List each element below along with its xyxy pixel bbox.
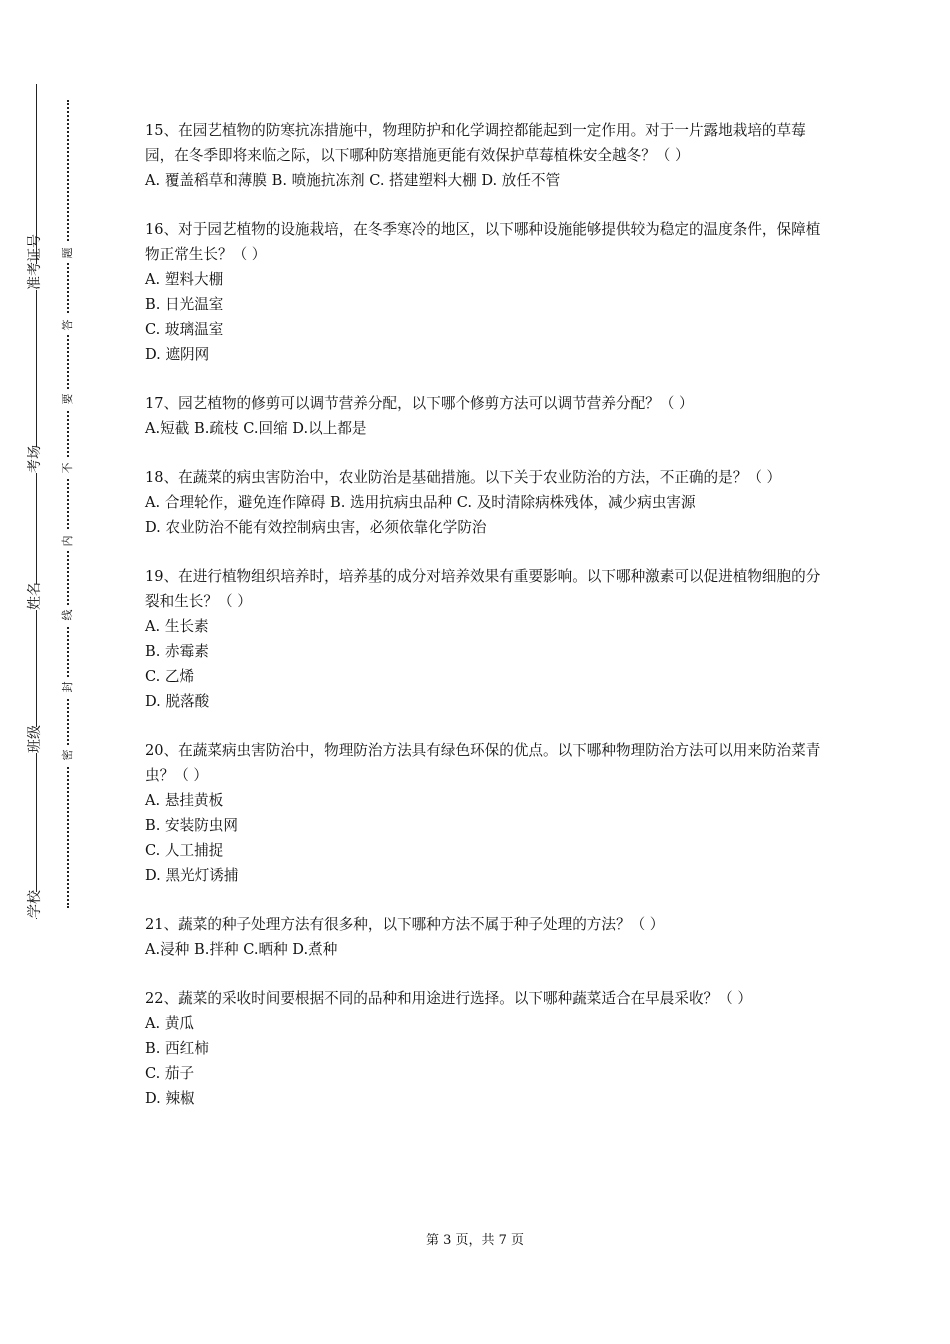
option-c: C. 玻璃温室 — [145, 321, 224, 338]
option-a: A. 塑料大棚 — [145, 271, 224, 288]
seal-char: 封 — [61, 677, 75, 697]
question-stem: 19、在进行植物组织培养时，培养基的成分对培养效果有重要影响。以下哪种激素可以促进植物细胞的分裂和生长？（ ） — [145, 568, 821, 610]
question-options: A.短截 B.疏枝 C.回缩 D.以上都是 — [145, 420, 367, 437]
name-label: 姓名 — [27, 582, 43, 610]
question-options: A. 覆盖稻草和薄膜 B. 喷施抗冻剂 C. 搭建塑料大棚 D. 放任不管 — [145, 172, 561, 189]
question-list — [145, 118, 825, 1135]
question-stem: 16、对于园艺植物的设施栽培，在冬季寒冷的地区，以下哪种设施能够提供较为稳定的温度条件，保障植物正常生长？（ ） — [145, 221, 821, 263]
seal-char: 要 — [61, 389, 75, 409]
question-stem: 20、在蔬菜病虫害防治中，物理防治方法具有绿色环保的优点。以下哪种物理防治方法可以用来防治菜青虫？（ ） — [145, 742, 821, 784]
option-c: C. 茄子 — [145, 1065, 195, 1082]
question-22 — [145, 986, 825, 1111]
option-a: A. 悬挂黄板 — [145, 792, 224, 809]
page-number: 第 3 页，共 7 页 — [425, 1233, 525, 1248]
seal-char: 答 — [61, 315, 75, 335]
option-d: D. 辣椒 — [145, 1090, 195, 1107]
option-a: A. 黄瓜 — [145, 1015, 195, 1032]
seal-char: 线 — [61, 605, 75, 625]
question-stem: 22、蔬菜的采收时间要根据不同的品种和用途进行选择。以下哪种蔬菜适合在早晨采收？（ ） — [145, 990, 752, 1007]
question-19 — [145, 564, 825, 714]
option-b: B. 日光温室 — [145, 296, 224, 313]
seal-char: 不 — [61, 458, 75, 478]
option-c: C. 乙烯 — [145, 668, 195, 685]
seal-char: 题 — [61, 243, 75, 263]
option-c: C. 人工捕捉 — [145, 842, 224, 859]
seal-dotted-line — [67, 100, 69, 908]
school-label: 学校 — [27, 890, 43, 918]
option-d: D. 黑光灯诱捕 — [145, 867, 239, 884]
question-stem: 18、在蔬菜的病虫害防治中，农业防治是基础措施。以下关于农业防治的方法，不正确的是？（ ） — [145, 469, 782, 486]
option-b: B. 安装防虫网 — [145, 817, 238, 834]
exam-id-label: 准考证号 — [27, 234, 43, 290]
question-21 — [145, 912, 825, 962]
seal-char: 内 — [61, 531, 75, 551]
question-20 — [145, 738, 825, 888]
option-d: D. 脱落酸 — [145, 693, 210, 710]
exam-room-label: 考场 — [27, 445, 43, 473]
binding-margin-line — [36, 84, 37, 919]
question-stem: 15、在园艺植物的防寒抗冻措施中，物理防护和化学调控都能起到一定作用。对于一片露地栽培的草莓园，在冬季即将来临之际，以下哪种防寒措施更能有效保护草莓植株安全越冬？（ ） — [145, 122, 806, 164]
seal-char: 密 — [61, 745, 75, 765]
option-d: D. 农业防治不能有效控制病虫害，必须依靠化学防治 — [145, 519, 487, 536]
option-d: D. 遮阴网 — [145, 346, 210, 363]
question-stem: 17、园艺植物的修剪可以调节营养分配，以下哪个修剪方法可以调节营养分配？（ ） — [145, 395, 694, 412]
option-b: B. 赤霉素 — [145, 643, 209, 660]
question-15 — [145, 118, 825, 193]
question-stem: 21、蔬菜的种子处理方法有很多种，以下哪种方法不属于种子处理的方法？（ ） — [145, 916, 665, 933]
question-17 — [145, 391, 825, 441]
question-16 — [145, 217, 825, 367]
option-a: A. 生长素 — [145, 618, 209, 635]
question-options: A.浸种 B.拌种 C.晒种 D.煮种 — [145, 941, 338, 958]
question-18 — [145, 465, 825, 540]
option-b: B. 西红柿 — [145, 1040, 209, 1057]
class-label: 班级 — [27, 725, 43, 753]
question-options: A. 合理轮作，避免连作障碍 B. 选用抗病虫品种 C. 及时清除病株残体，减少病虫害源 — [145, 494, 696, 511]
